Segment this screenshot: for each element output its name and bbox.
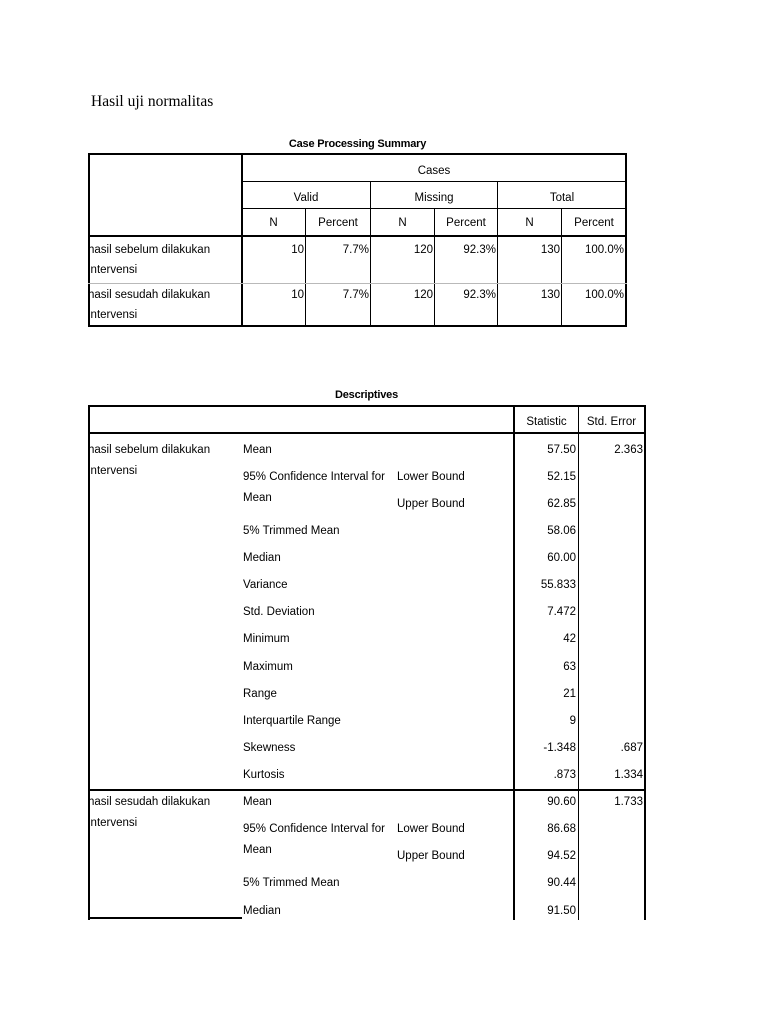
- std-error-value: 1.733: [614, 796, 643, 808]
- page-heading: Hasil uji normalitas: [91, 93, 214, 110]
- group-valid: Valid: [293, 192, 319, 204]
- value-cell: 92.3%: [463, 244, 496, 256]
- statistic-value: 90.60: [547, 796, 576, 808]
- stat-name: Kurtosis: [243, 769, 285, 781]
- stat-name: Skewness: [243, 742, 296, 754]
- group-total: Total: [549, 192, 575, 204]
- stat-name: Mean: [243, 444, 272, 456]
- value-cell: 100.0%: [584, 244, 624, 256]
- ci-label: 95% Confidence Interval for: [243, 471, 385, 483]
- statistic-value: 7.472: [547, 606, 576, 618]
- value-cell: 130: [540, 244, 560, 256]
- statistic-value: 57.50: [547, 444, 576, 456]
- statistic-value: 90.44: [547, 877, 576, 889]
- group-label: intervensi: [88, 465, 138, 477]
- value-cell: 7.7%: [342, 244, 369, 256]
- stat-name: Maximum: [243, 661, 293, 673]
- subheader-n: N: [269, 217, 278, 229]
- lower-bound-label: Lower Bound: [397, 823, 465, 835]
- subheader-n: N: [525, 217, 534, 229]
- group-label: hasil sebelum dilakukan: [88, 444, 211, 456]
- value-cell: 10: [291, 289, 304, 301]
- stat-name: Range: [243, 688, 277, 700]
- stat-name: Median: [243, 905, 281, 917]
- row-label: hasil sesudah dilakukan: [88, 289, 211, 301]
- ci-label: Mean: [243, 492, 272, 504]
- subheader-percent: Percent: [574, 217, 614, 229]
- subheader-percent: Percent: [318, 217, 358, 229]
- statistic-value: .873: [553, 769, 576, 781]
- statistic-value: 63: [563, 661, 576, 673]
- ci-label: Mean: [243, 844, 272, 856]
- statistic-value: 91.50: [547, 905, 576, 917]
- ci-label: 95% Confidence Interval for: [243, 823, 385, 835]
- stat-name: 5% Trimmed Mean: [243, 525, 340, 537]
- statistic-value: -1.348: [543, 742, 576, 754]
- statistic-value: 9: [569, 715, 576, 727]
- statistic-value: 86.68: [547, 823, 576, 835]
- cases-header: Cases: [417, 165, 451, 177]
- stat-name: Variance: [243, 579, 288, 591]
- row-label: intervensi: [88, 309, 138, 321]
- std-error-value: 1.334: [614, 769, 643, 781]
- stat-name: Interquartile Range: [243, 715, 341, 727]
- case-processing-title: Case Processing Summary: [288, 138, 427, 150]
- stat-name: Minimum: [243, 633, 290, 645]
- upper-bound-label: Upper Bound: [397, 850, 465, 862]
- std-error-value: 2.363: [614, 444, 643, 456]
- statistic-value: 58.06: [547, 525, 576, 537]
- subheader-n: N: [398, 217, 407, 229]
- group-label: hasil sesudah dilakukan: [88, 796, 211, 808]
- value-cell: 100.0%: [584, 289, 624, 301]
- value-cell: 92.3%: [463, 289, 496, 301]
- col-std-error: Std. Error: [586, 416, 637, 428]
- std-error-value: .687: [620, 742, 643, 754]
- value-cell: 10: [291, 244, 304, 256]
- stat-name: Median: [243, 552, 281, 564]
- value-cell: 120: [413, 289, 433, 301]
- upper-bound-label: Upper Bound: [397, 498, 465, 510]
- stat-name: Std. Deviation: [243, 606, 315, 618]
- statistic-value: 94.52: [547, 850, 576, 862]
- row-label: hasil sebelum dilakukan: [88, 244, 211, 256]
- value-cell: 130: [540, 289, 560, 301]
- statistic-value: 42: [563, 633, 576, 645]
- lower-bound-label: Lower Bound: [397, 471, 465, 483]
- group-label: intervensi: [88, 817, 138, 829]
- group-missing: Missing: [414, 192, 454, 204]
- statistic-value: 60.00: [547, 552, 576, 564]
- statistic-value: 21: [563, 688, 576, 700]
- value-cell: 120: [413, 244, 433, 256]
- row-label: intervensi: [88, 264, 138, 276]
- subheader-percent: Percent: [446, 217, 486, 229]
- statistic-value: 62.85: [547, 498, 576, 510]
- value-cell: 7.7%: [342, 289, 369, 301]
- stat-name: 5% Trimmed Mean: [243, 877, 340, 889]
- descriptives-title: Descriptives: [334, 389, 399, 401]
- stat-name: Mean: [243, 796, 272, 808]
- statistic-value: 55.833: [540, 579, 576, 591]
- col-statistic: Statistic: [526, 416, 567, 428]
- statistic-value: 52.15: [547, 471, 576, 483]
